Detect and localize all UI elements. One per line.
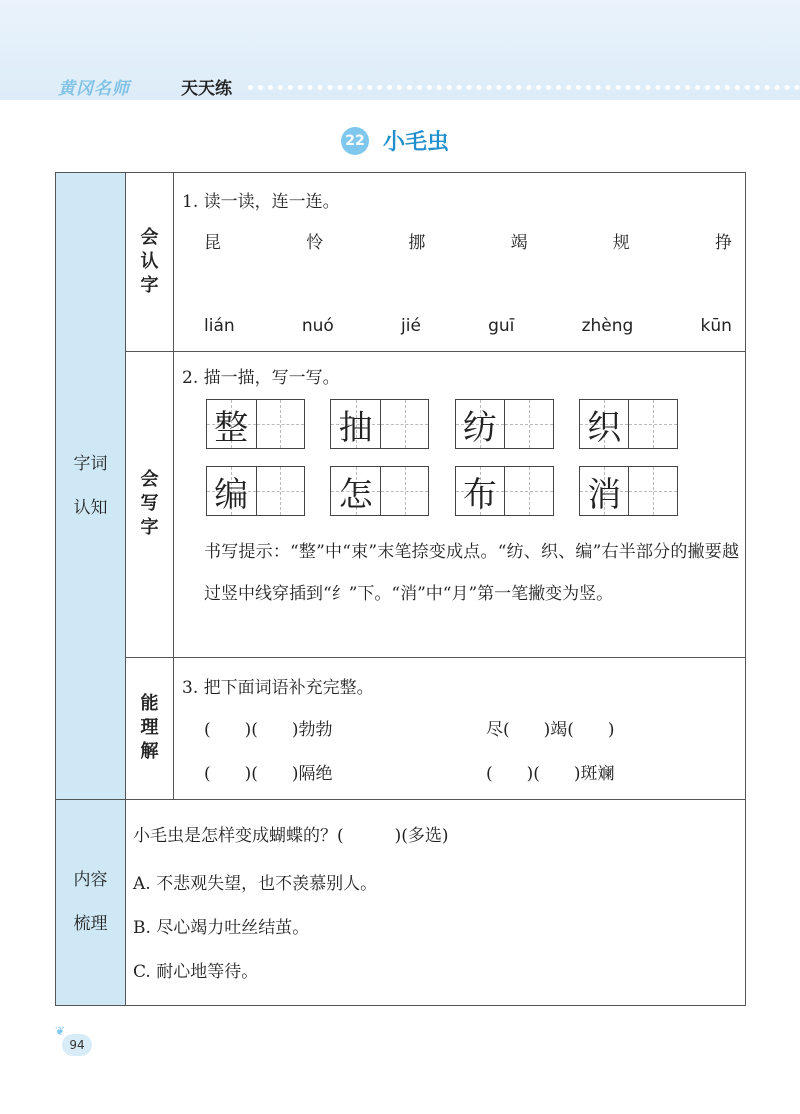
brand-logo: 黄冈名师 bbox=[58, 79, 130, 99]
sub-write-c2: 写 bbox=[140, 493, 159, 514]
divider-1 bbox=[126, 351, 746, 352]
practice-cell[interactable] bbox=[504, 400, 553, 448]
writing-grid bbox=[330, 399, 429, 449]
content-option-b[interactable]: B. 尽心竭力吐丝结茧。 bbox=[133, 918, 310, 938]
q3-item[interactable]: ( )( )勃勃 bbox=[204, 720, 333, 740]
practice-cell[interactable] bbox=[628, 400, 677, 448]
page-number: 94 bbox=[62, 1034, 92, 1056]
category-vocab-line1: 字词 bbox=[73, 454, 108, 474]
lesson-heading bbox=[341, 125, 449, 156]
q1-pinyin[interactable]: jié bbox=[401, 316, 421, 336]
sub-write-c3: 字 bbox=[140, 517, 159, 538]
q2-title: 2. 描一描，写一写。 bbox=[182, 368, 340, 388]
sub-write-c1: 会 bbox=[140, 469, 159, 490]
content-option-c[interactable]: C. 耐心地等待。 bbox=[133, 962, 259, 982]
lesson-number: 22 bbox=[341, 127, 369, 155]
content-question[interactable]: 小毛虫是怎样变成蝴蝶的？( )(多选) bbox=[133, 826, 449, 846]
practice-cell[interactable] bbox=[628, 467, 677, 515]
sub-recognize-c2: 认 bbox=[140, 251, 159, 272]
sub-understand-c1: 能 bbox=[140, 693, 159, 714]
sub-write bbox=[126, 351, 174, 657]
q1-char[interactable]: 挪 bbox=[408, 233, 426, 253]
category-vocab-line2: 认知 bbox=[73, 498, 108, 518]
sub-understand-c2: 理 bbox=[140, 717, 159, 738]
divider-3 bbox=[56, 799, 746, 800]
q3-item[interactable]: 尽( )竭( ) bbox=[486, 720, 615, 740]
model-cell bbox=[456, 400, 505, 448]
q1-pinyin[interactable]: kūn bbox=[700, 316, 732, 336]
q1-char[interactable]: 挣 bbox=[714, 233, 732, 253]
q1-pinyin[interactable]: guī bbox=[488, 316, 515, 336]
content-option-a[interactable]: A. 不悲观失望，也不羡慕别人。 bbox=[133, 874, 378, 894]
q3-title: 3. 把下面词语补充完整。 bbox=[182, 678, 374, 698]
q3-item[interactable]: ( )( )斑斓 bbox=[486, 764, 615, 784]
q1-char[interactable]: 昆 bbox=[204, 233, 221, 253]
q1-pinyin[interactable]: nuó bbox=[301, 316, 334, 336]
leaf-icon: ❦ bbox=[55, 1024, 66, 1038]
model-cell bbox=[207, 467, 256, 515]
practice-cell[interactable] bbox=[380, 400, 429, 448]
q1-characters bbox=[204, 228, 732, 253]
writing-grid bbox=[455, 466, 554, 516]
writing-grid bbox=[206, 399, 305, 449]
model-char: 消 bbox=[587, 474, 622, 515]
model-char: 编 bbox=[214, 474, 249, 515]
writing-grid bbox=[206, 466, 305, 516]
q1-pinyin[interactable]: zhèng bbox=[581, 316, 634, 336]
q1-pinyin-list bbox=[204, 316, 732, 336]
header-dots bbox=[248, 85, 800, 90]
series-name: 天天练 bbox=[181, 79, 232, 99]
model-cell bbox=[331, 400, 380, 448]
category-content-line2: 梳理 bbox=[73, 914, 108, 934]
writing-grid bbox=[579, 466, 678, 516]
sub-understand bbox=[126, 657, 174, 799]
model-cell bbox=[331, 467, 380, 515]
model-cell bbox=[580, 467, 629, 515]
model-char: 整 bbox=[214, 407, 249, 448]
sub-recognize-c3: 字 bbox=[140, 275, 159, 296]
q1-char[interactable]: 规 bbox=[612, 233, 630, 253]
model-char: 抽 bbox=[338, 407, 373, 448]
practice-cell[interactable] bbox=[380, 467, 429, 515]
model-cell bbox=[580, 400, 629, 448]
model-cell bbox=[207, 400, 256, 448]
model-cell bbox=[456, 467, 505, 515]
practice-cell[interactable] bbox=[256, 400, 305, 448]
practice-cell[interactable] bbox=[256, 467, 305, 515]
q1-pinyin[interactable]: lián bbox=[204, 316, 235, 336]
model-char: 纺 bbox=[462, 407, 497, 448]
q3-item[interactable]: ( )( )隔绝 bbox=[204, 764, 333, 784]
sub-understand-c3: 解 bbox=[140, 741, 159, 762]
q1-title: 1. 读一读，连一连。 bbox=[182, 192, 340, 212]
exercise-table bbox=[55, 172, 746, 1006]
category-vocab bbox=[56, 173, 126, 799]
writing-grid bbox=[455, 399, 554, 449]
q2-grid-row-2 bbox=[206, 466, 678, 516]
q1-char[interactable]: 怜 bbox=[306, 233, 324, 253]
category-content-line1: 内容 bbox=[73, 870, 108, 890]
model-char: 织 bbox=[587, 407, 622, 448]
model-char: 怎 bbox=[338, 474, 373, 515]
writing-grid bbox=[579, 399, 678, 449]
model-char: 布 bbox=[462, 474, 497, 515]
practice-cell[interactable] bbox=[504, 467, 553, 515]
q1-char[interactable]: 竭 bbox=[510, 233, 528, 253]
sub-recognize-c1: 会 bbox=[140, 227, 159, 248]
sub-recognize bbox=[126, 173, 174, 351]
writing-tip: 书写提示：“整”中“束”末笔捺变成点。“纺、织、编”右半部分的撇要越过竖中线穿插到“纟”下。“消”中“月”第一笔撇变为竖。 bbox=[204, 542, 739, 604]
q2-grid-row-1 bbox=[206, 399, 678, 449]
category-content bbox=[56, 799, 126, 1005]
lesson-title: 小毛虫 bbox=[383, 130, 450, 155]
divider-2 bbox=[126, 657, 746, 658]
writing-grid bbox=[330, 466, 429, 516]
